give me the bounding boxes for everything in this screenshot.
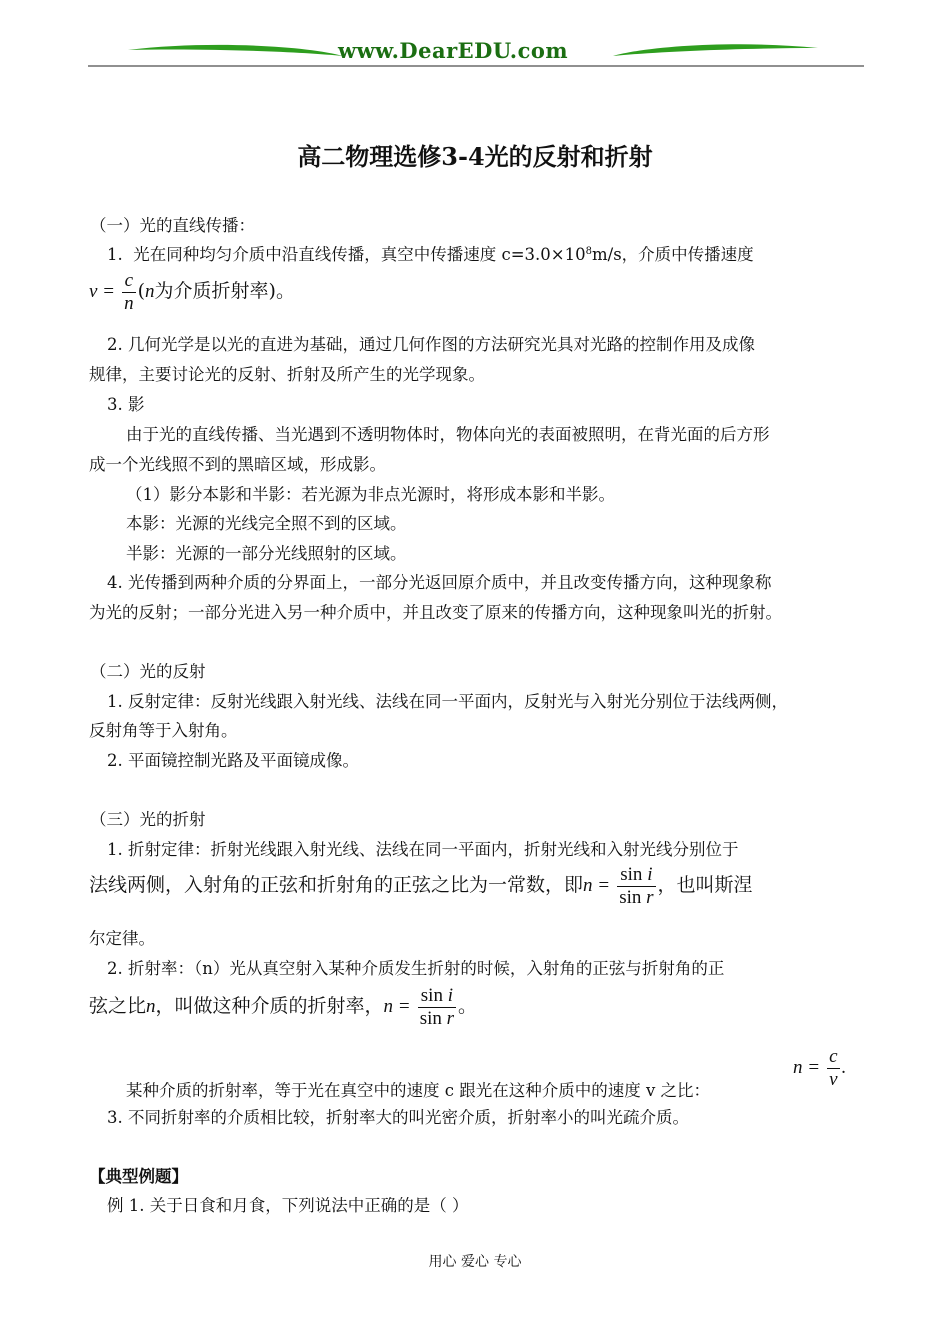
page-title: 高二物理选修3-4光的反射和折射	[297, 142, 653, 171]
s3-item1-text-a: 法线两侧，入射角的正弦和折射角的正弦之比为一常数，即	[89, 874, 584, 896]
s3-item2-line1: 2. 折射率：（n）光从真空射入某种介质发生折射的时候，入射角的正弦与折射角的正	[107, 959, 725, 978]
s1-item3-line1: 由于光的直线传播、当光遇到不透明物体时，物体向光的表面被照明，在背光面的后方形	[126, 425, 770, 444]
section-1-heading: （一）光的直线传播：	[90, 216, 255, 235]
s1-item1-sup: 8	[585, 246, 592, 257]
s1-item1-formula-line	[89, 270, 295, 315]
snell-fraction: $\frac{\text{sin i}}{\text{sin r}}$	[619, 864, 654, 908]
s3-item3: 3. 不同折射率的介质相比较，折射率大的叫光密介质，折射率小的叫光疏介质。	[107, 1108, 689, 1127]
s2-item2: 2. 平面镜控制光路及平面镜成像。	[107, 751, 359, 770]
s3-item2-extra-text: 某种介质的折射率，等于光在真空中的速度 c 跟光在这种介质中的速度 v 之比：	[126, 1081, 711, 1100]
snell-lhs: n =	[583, 875, 611, 896]
s1-item3-sub2: 本影：光源的光线完全照不到的区域。	[126, 514, 407, 533]
s1-item1-text-b: m/s，介质中传播速度	[592, 245, 754, 264]
formula-c-over-n: $\frac{c}{n}$	[124, 270, 134, 314]
section-2-heading: （二）光的反射	[90, 662, 206, 681]
formula-v-lhs: v =	[89, 281, 116, 302]
s1-item3-label: 3. 影	[107, 395, 145, 414]
formula-tail: 为介质折射率)。	[154, 280, 295, 302]
s2-item1-line1: 1. 反射定律：反射光线跟入射光线、法线在同一平面内，反射光与入射光分别位于法线两侧，	[107, 692, 788, 711]
example-1: 例 1. 关于日食和月食，下列说法中正确的是（ ）	[107, 1196, 469, 1215]
header-site-text: www.DearEDU.com	[338, 38, 569, 63]
s3-item2-text-c: 。	[458, 995, 478, 1017]
header-swoosh-right	[613, 44, 818, 56]
refractive-lhs: n =	[383, 996, 411, 1017]
s1-item2-line2: 规律，主要讨论光的反射、折射及所产生的光学现象。	[89, 365, 485, 384]
s1-item1-num: 1.	[107, 245, 123, 264]
s1-item3-sub1: （1）影分本影和半影：若光源为非点光源时，将形成本影和半影。	[126, 485, 615, 504]
s3-item2-text-a: 弦之比	[89, 995, 147, 1017]
refractive-fraction: $\frac{\text{sin i}}{\text{sin r}}$	[419, 985, 455, 1029]
s1-item1-text-a: 光在同种均匀介质中沿直线传播，真空中传播速度 c=3.0×10	[133, 245, 586, 264]
s2-item1-line2: 反射角等于入射角。	[89, 721, 238, 740]
s3-item2-line2	[89, 985, 477, 1030]
s3-item1-line2	[89, 864, 753, 909]
s1-item4-line1: 4. 光传播到两种介质的分界面上，一部分光返回原介质中，并且改变传播方向，这种现象称	[107, 573, 772, 592]
s1-item4-line2: 为光的反射；一部分光进入另一种介质中，并且改变了原来的传播方向，这种现象叫光的折射。	[89, 603, 782, 622]
s1-item3-line2: 成一个光线照不到的黑暗区域，形成影。	[89, 455, 386, 474]
footer-motto: 用心 爱心 专心	[428, 1254, 522, 1270]
s1-item2-line1: 2. 几何光学是以光的直进为基础，通过几何作图的方法研究光具对光路的控制作用及成像	[107, 335, 755, 354]
section-3-heading: （三）光的折射	[90, 810, 206, 829]
formula-paren: (	[137, 280, 146, 302]
s3-item2-text-b: ，叫做这种介质的折射率，	[155, 995, 384, 1017]
s3-item1-line3: 尔定律。	[89, 929, 155, 948]
s3-item1-line1: 1. 折射定律：折射光线跟入射光线、法线在同一平面内，折射光线和入射光线分别位于	[107, 840, 739, 859]
s3-item2-extra-formula: n = $\frac{c}{v}$ .	[793, 1046, 847, 1090]
s1-item1-line1	[107, 245, 754, 265]
examples-heading: 【典型例题】	[89, 1167, 188, 1186]
s3-item1-text-b: ，也叫斯涅	[657, 874, 753, 896]
header-swoosh-left	[128, 45, 343, 56]
c-over-v-fraction: $\frac{c}{v}$	[829, 1046, 838, 1090]
s3-item2-n: n	[146, 996, 156, 1017]
s1-item3-sub3: 半影：光源的一部分光线照射的区域。	[126, 544, 407, 563]
formula-n: n	[145, 281, 155, 302]
